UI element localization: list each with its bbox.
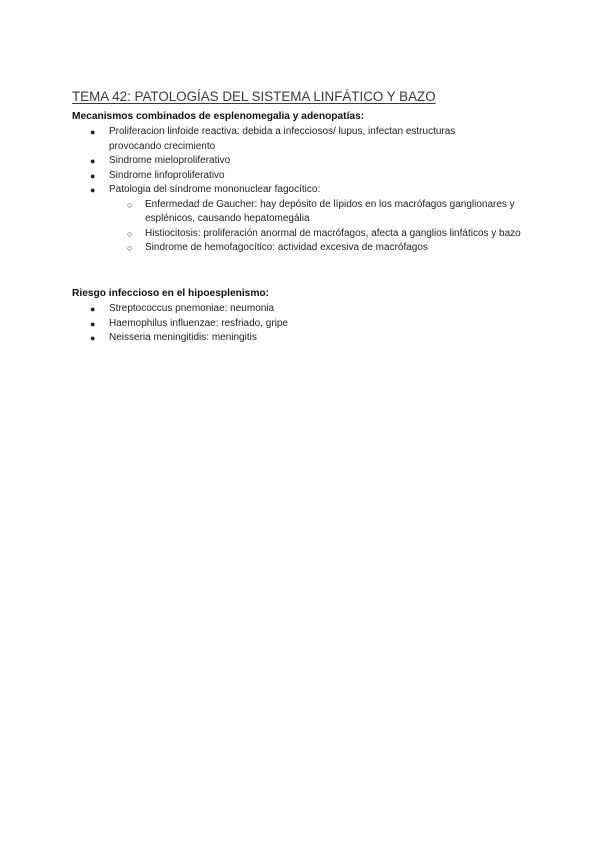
bullet-icon: ● [90, 156, 96, 166]
sub-list-item [0, 227, 530, 242]
list-item-text: Patologia del síndrome mononuclear fagocítico: [109, 184, 321, 195]
list-item [0, 183, 521, 256]
bullet-icon: ● [90, 185, 96, 195]
list-item [0, 331, 499, 346]
sub-list-item [0, 198, 530, 227]
list-item [0, 169, 499, 184]
hollow-bullet-icon: ○ [127, 228, 133, 239]
list-item-text: Sindrome linfoproliferativo [109, 169, 225, 181]
list-item-text: Neisseria meningitidis: meningitis [109, 332, 257, 343]
sub-list [109, 198, 521, 256]
hollow-bullet-icon: ○ [127, 199, 133, 210]
bullet-icon: ● [90, 170, 96, 181]
section-heading-mechanisms: Mecanismos combinados de esplenomegalia y adenopatías: [72, 111, 365, 122]
bullet-icon: ● [90, 318, 96, 329]
mechanisms-list [0, 125, 521, 256]
list-item [0, 302, 499, 317]
list-item-text: Streptococcus pnemoniae: neumonia [109, 303, 275, 314]
list-item [0, 125, 499, 154]
sub-list-item-text: Enfermedad de Gaucher: hay depósito de lípidos en los macrófagos ganglionares y esplénicos, causando hepatomegália [145, 198, 515, 224]
list-item [0, 317, 499, 332]
sub-list-item-text: Histiocitosis: proliferación anormal de macrófagos, afecta a ganglios linfáticos y bazo [145, 227, 521, 239]
sub-list-item-text: Sindrome de hemofagocítico: actividad excesiva de macrófagos [145, 242, 428, 253]
list-item-text: Haemophilus influenzae: resfriado, gripe [109, 317, 288, 329]
section-heading-infection-risk: Riesgo infeccioso en el hipoesplenismo: [72, 288, 269, 299]
bullet-icon: ● [90, 333, 96, 343]
document-title: TEMA 42: PATOLOGÍAS DEL SISTEMA LINFÁTICO Y BAZO [72, 89, 436, 104]
list-item-text: Sindrome mieloproliferativo [109, 155, 231, 166]
infection-risk-list [0, 302, 499, 346]
sub-list-item [0, 241, 530, 256]
bullet-icon: ● [90, 304, 96, 314]
hollow-bullet-icon: ○ [127, 243, 133, 253]
bullet-icon: ● [90, 127, 96, 137]
list-item [0, 154, 499, 169]
list-item-text: Proliferacion linfoide reactiva: debida a infecciosos/ lupus, infectan estructuras provocando crecimiento [109, 126, 456, 152]
